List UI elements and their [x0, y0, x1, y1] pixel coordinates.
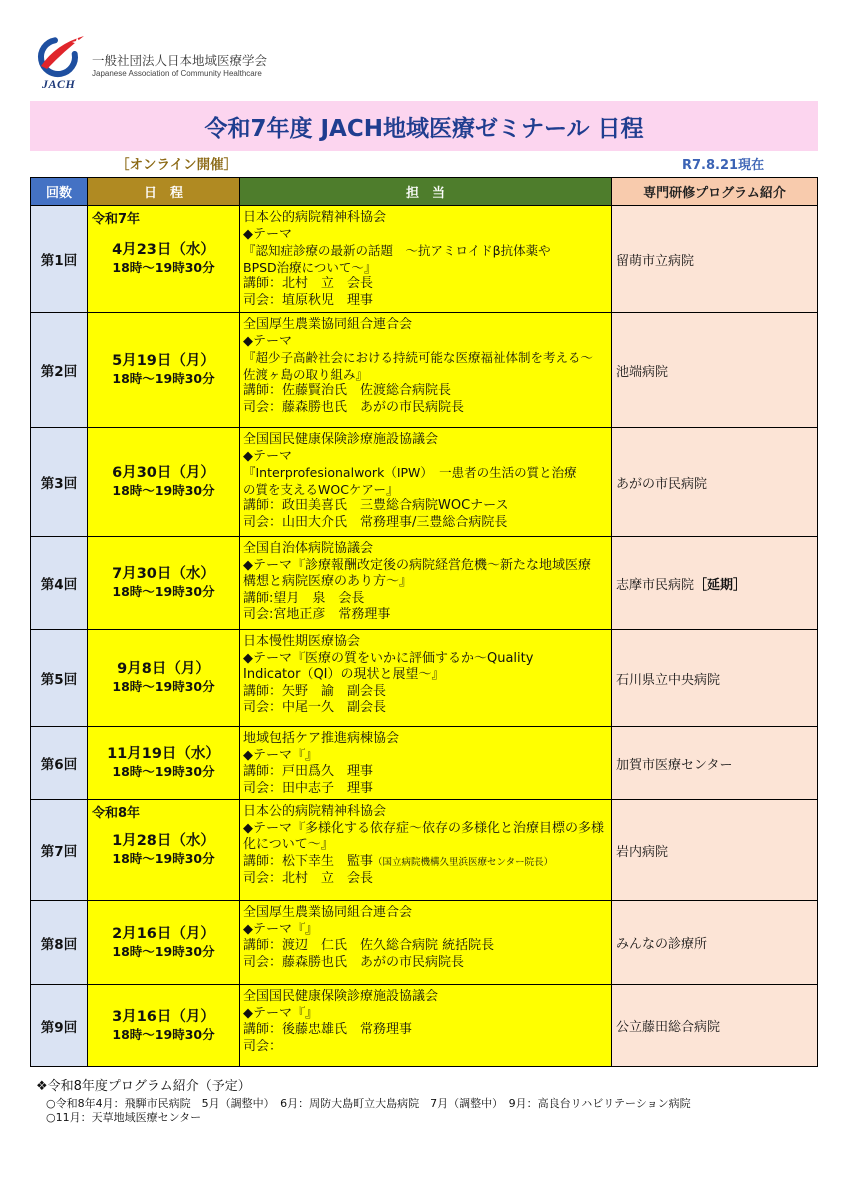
host-cell — [240, 206, 612, 313]
date-cell — [88, 206, 240, 313]
theme-line: BPSD治療について～』 — [243, 259, 377, 275]
moderator: 司会： — [243, 1038, 283, 1054]
date-cell — [88, 985, 240, 1067]
host-cell — [240, 537, 612, 630]
program-cell — [612, 727, 818, 800]
host-cell — [240, 630, 612, 727]
host-cell — [240, 727, 612, 800]
jach-logo-icon — [36, 31, 86, 79]
round-cell — [31, 428, 88, 537]
theme-line: 『認知症診療の最新の話題 ～抗アミロイドβ抗体薬や — [243, 243, 551, 258]
lecturer: 講師：佐藤賢治氏 佐渡総合病院長 — [243, 383, 452, 398]
header-host: 担 当 — [240, 178, 612, 206]
lecturer: 講師：政田美喜氏 三豊総合病院WOCナース — [243, 498, 509, 513]
lecturer-affiliation: （国立病院機構久里浜医療センター院長） — [373, 856, 554, 868]
host-organization: 全国自治体病院協議会 — [243, 541, 374, 556]
program-cell — [612, 630, 818, 727]
theme-line: ◆テーマ『医療の質をいかに評価するか～Quality — [243, 650, 534, 666]
program-hospital: 池端病院 — [616, 364, 669, 380]
program-hospital: 加賀市医療センター — [616, 757, 733, 773]
time-label: 18時～19時30分 — [112, 483, 215, 498]
theme-line: ◆テーマ『』 — [243, 1005, 318, 1021]
organization-name: 一般社団法人日本地域医療学会 — [92, 53, 268, 68]
date-label: 9月8日（月） — [117, 661, 210, 677]
date-label: 3月16日（月） — [112, 1008, 215, 1025]
host-cell — [240, 901, 612, 985]
program-cell — [612, 901, 818, 985]
time-label: 18時～19時30分 — [112, 371, 215, 386]
round-cell — [31, 800, 88, 901]
date-label: 7月30日（水） — [112, 566, 215, 582]
lecturer: 講師:望月 泉 会長 — [243, 590, 365, 606]
moderator: 司会：山田大介氏 常務理事/三豊総合病院長 — [243, 514, 508, 530]
program-hospital: 石川県立中央病院 — [616, 672, 721, 688]
format-label: ［オンライン開催］ — [116, 157, 238, 173]
lecturer: 講師：北村 立 会長 — [243, 276, 374, 291]
moderator: 司会：藤森勝也氏 あがの市民病院長 — [243, 954, 465, 970]
lecturer: 講師：渡辺 仁氏 佐久総合病院 統括院長 — [243, 938, 495, 953]
round-cell — [31, 537, 88, 630]
host-organization: 全国国民健康保険診療施設協議会 — [243, 432, 439, 447]
host-organization: 全国厚生農業協同組合連合会 — [243, 317, 413, 332]
logo-wordmark: JACH — [42, 77, 76, 91]
program-cell — [612, 206, 818, 313]
date-cell — [88, 901, 240, 985]
round-cell — [31, 901, 88, 985]
program-status-badge: ［延期］ — [694, 577, 747, 593]
date-label: 6月30日（月） — [112, 465, 215, 481]
theme-line: Indicator（QI）の現状と展望～』 — [243, 667, 445, 682]
program-hospital: 留萌市立病院 — [616, 253, 695, 269]
theme-line: 『Interprofesionalwork（IPW） 一患者の生活の質と治療 — [243, 465, 577, 480]
time-label: 18時～19時30分 — [112, 764, 215, 779]
time-label: 18時～19時30分 — [112, 260, 215, 275]
moderator: 司会：北村 立 会長 — [243, 871, 374, 886]
round-label: 第1回 — [40, 253, 78, 269]
theme-line: ◆テーマ『多様化する依存症～依存の多様化と治療目標の多様 — [243, 820, 604, 836]
date-label: 2月16日（月） — [112, 925, 215, 942]
round-label: 第4回 — [40, 577, 78, 593]
round-label: 第5回 — [40, 672, 78, 688]
date-cell — [88, 313, 240, 428]
moderator: 司会:宮地正彦 常務理事 — [243, 607, 391, 622]
moderator: 司会：埴原秋児 理事 — [243, 292, 374, 308]
time-label: 18時～19時30分 — [112, 584, 215, 599]
page-title: 令和7年度 JACH地域医療ゼミナール 日程 — [204, 115, 644, 142]
lecturer — [243, 854, 608, 872]
year-label: 令和7年 — [92, 212, 141, 227]
theme-line: ◆テーマ — [243, 226, 292, 242]
round-cell — [31, 313, 88, 428]
lecturer: 講師：戸田爲久 理事 — [243, 764, 374, 779]
host-organization: 全国国民健康保険診療施設協議会 — [243, 989, 439, 1004]
lecturer: 講師：矢野 諭 副会長 — [243, 683, 387, 699]
date-label: 1月28日（水） — [112, 833, 215, 849]
program-cell — [612, 985, 818, 1067]
moderator: 司会：田中志子 理事 — [243, 780, 374, 796]
host-cell — [240, 985, 612, 1067]
round-label: 第8回 — [40, 936, 78, 953]
next-year-program-line: ○11月：天草地域医療センター — [46, 1111, 202, 1124]
organization-name-english: Japanese Association of Community Healthcare — [92, 69, 262, 78]
program-cell — [612, 537, 818, 630]
program-hospital: あがの市民病院 — [616, 476, 708, 492]
schedule-table — [30, 177, 818, 1067]
program-cell — [612, 428, 818, 537]
moderator: 司会：藤森勝也氏 あがの市民病院長 — [243, 399, 465, 415]
as-of-date: R7.8.21現在 — [682, 158, 765, 173]
year-label: 令和8年 — [92, 806, 141, 821]
theme-line: 『超少子高齢社会における持続可能な医療福祉体制を考える～ — [243, 350, 594, 365]
date-cell — [88, 630, 240, 727]
date-cell — [88, 800, 240, 901]
program-hospital: 岩内病院 — [616, 844, 669, 860]
date-label: 11月19日（水） — [107, 746, 220, 762]
time-label: 18時～19時30分 — [112, 1026, 215, 1042]
program-cell — [612, 800, 818, 901]
date-cell — [88, 428, 240, 537]
date-label: 5月19日（月） — [112, 353, 215, 369]
host-cell — [240, 800, 612, 901]
host-organization: 日本公的病院精神科協会 — [243, 210, 387, 225]
round-label: 第9回 — [40, 1019, 78, 1036]
time-label: 18時～19時30分 — [112, 851, 215, 866]
time-label: 18時～19時30分 — [112, 943, 215, 959]
round-label: 第2回 — [40, 364, 78, 380]
header-round: 回数 — [31, 178, 88, 206]
next-year-program-line: ○令和8年4月：飛騨市民病院 5月（調整中） 6月：周防大島町立大島病院 7月（調整中） 9月：高良台リハビリテーション病院 — [46, 1097, 691, 1110]
date-cell — [88, 727, 240, 800]
theme-line: ◆テーマ — [243, 333, 292, 349]
theme-line: 佐渡ヶ島の取り組み』 — [243, 366, 369, 382]
theme-line: 化について～』 — [243, 837, 334, 852]
theme-line: ◆テーマ『診療報酬改定後の病院経営危機～新たな地域医療 — [243, 557, 591, 573]
title-banner — [30, 101, 818, 151]
program-hospital: 志摩市民病院 — [616, 577, 695, 593]
round-cell — [31, 985, 88, 1067]
round-cell — [31, 630, 88, 727]
theme-line: の質を支えるWOCケアー』 — [243, 481, 399, 497]
date-cell — [88, 537, 240, 630]
round-label: 第7回 — [40, 844, 78, 860]
program-hospital: みんなの診療所 — [616, 937, 708, 952]
time-label: 18時～19時30分 — [112, 679, 215, 694]
round-label: 第3回 — [40, 476, 78, 492]
round-cell — [31, 727, 88, 800]
theme-line: ◆テーマ — [243, 448, 292, 464]
moderator: 司会：中尾一久 副会長 — [243, 700, 387, 715]
theme-line: 構想と病院医療のあり方～』 — [243, 574, 413, 589]
host-organization: 日本公的病院精神科協会 — [243, 804, 387, 819]
program-cell — [612, 313, 818, 428]
host-organization: 全国厚生農業協同組合連合会 — [243, 905, 413, 920]
round-cell — [31, 206, 88, 313]
theme-line: ◆テーマ『』 — [243, 921, 318, 937]
host-organization: 地域包括ケア推進病棟協会 — [243, 731, 400, 746]
header-program: 専門研修プログラム紹介 — [612, 178, 818, 206]
host-cell — [240, 313, 612, 428]
date-label: 4月23日（水） — [112, 242, 215, 258]
header-date: 日 程 — [88, 178, 240, 206]
theme-line: ◆テーマ『』 — [243, 747, 318, 763]
program-hospital: 公立藤田総合病院 — [616, 1020, 721, 1035]
round-label: 第6回 — [40, 757, 78, 773]
lecturer-name: 講師：松下幸生 監事 — [243, 853, 374, 869]
host-cell — [240, 428, 612, 537]
lecturer: 講師：後藤忠雄氏 常務理事 — [243, 1022, 413, 1037]
next-year-program-heading: ❖令和8年度プログラム紹介（予定） — [36, 1079, 251, 1094]
host-organization: 日本慢性期医療協会 — [243, 634, 361, 649]
